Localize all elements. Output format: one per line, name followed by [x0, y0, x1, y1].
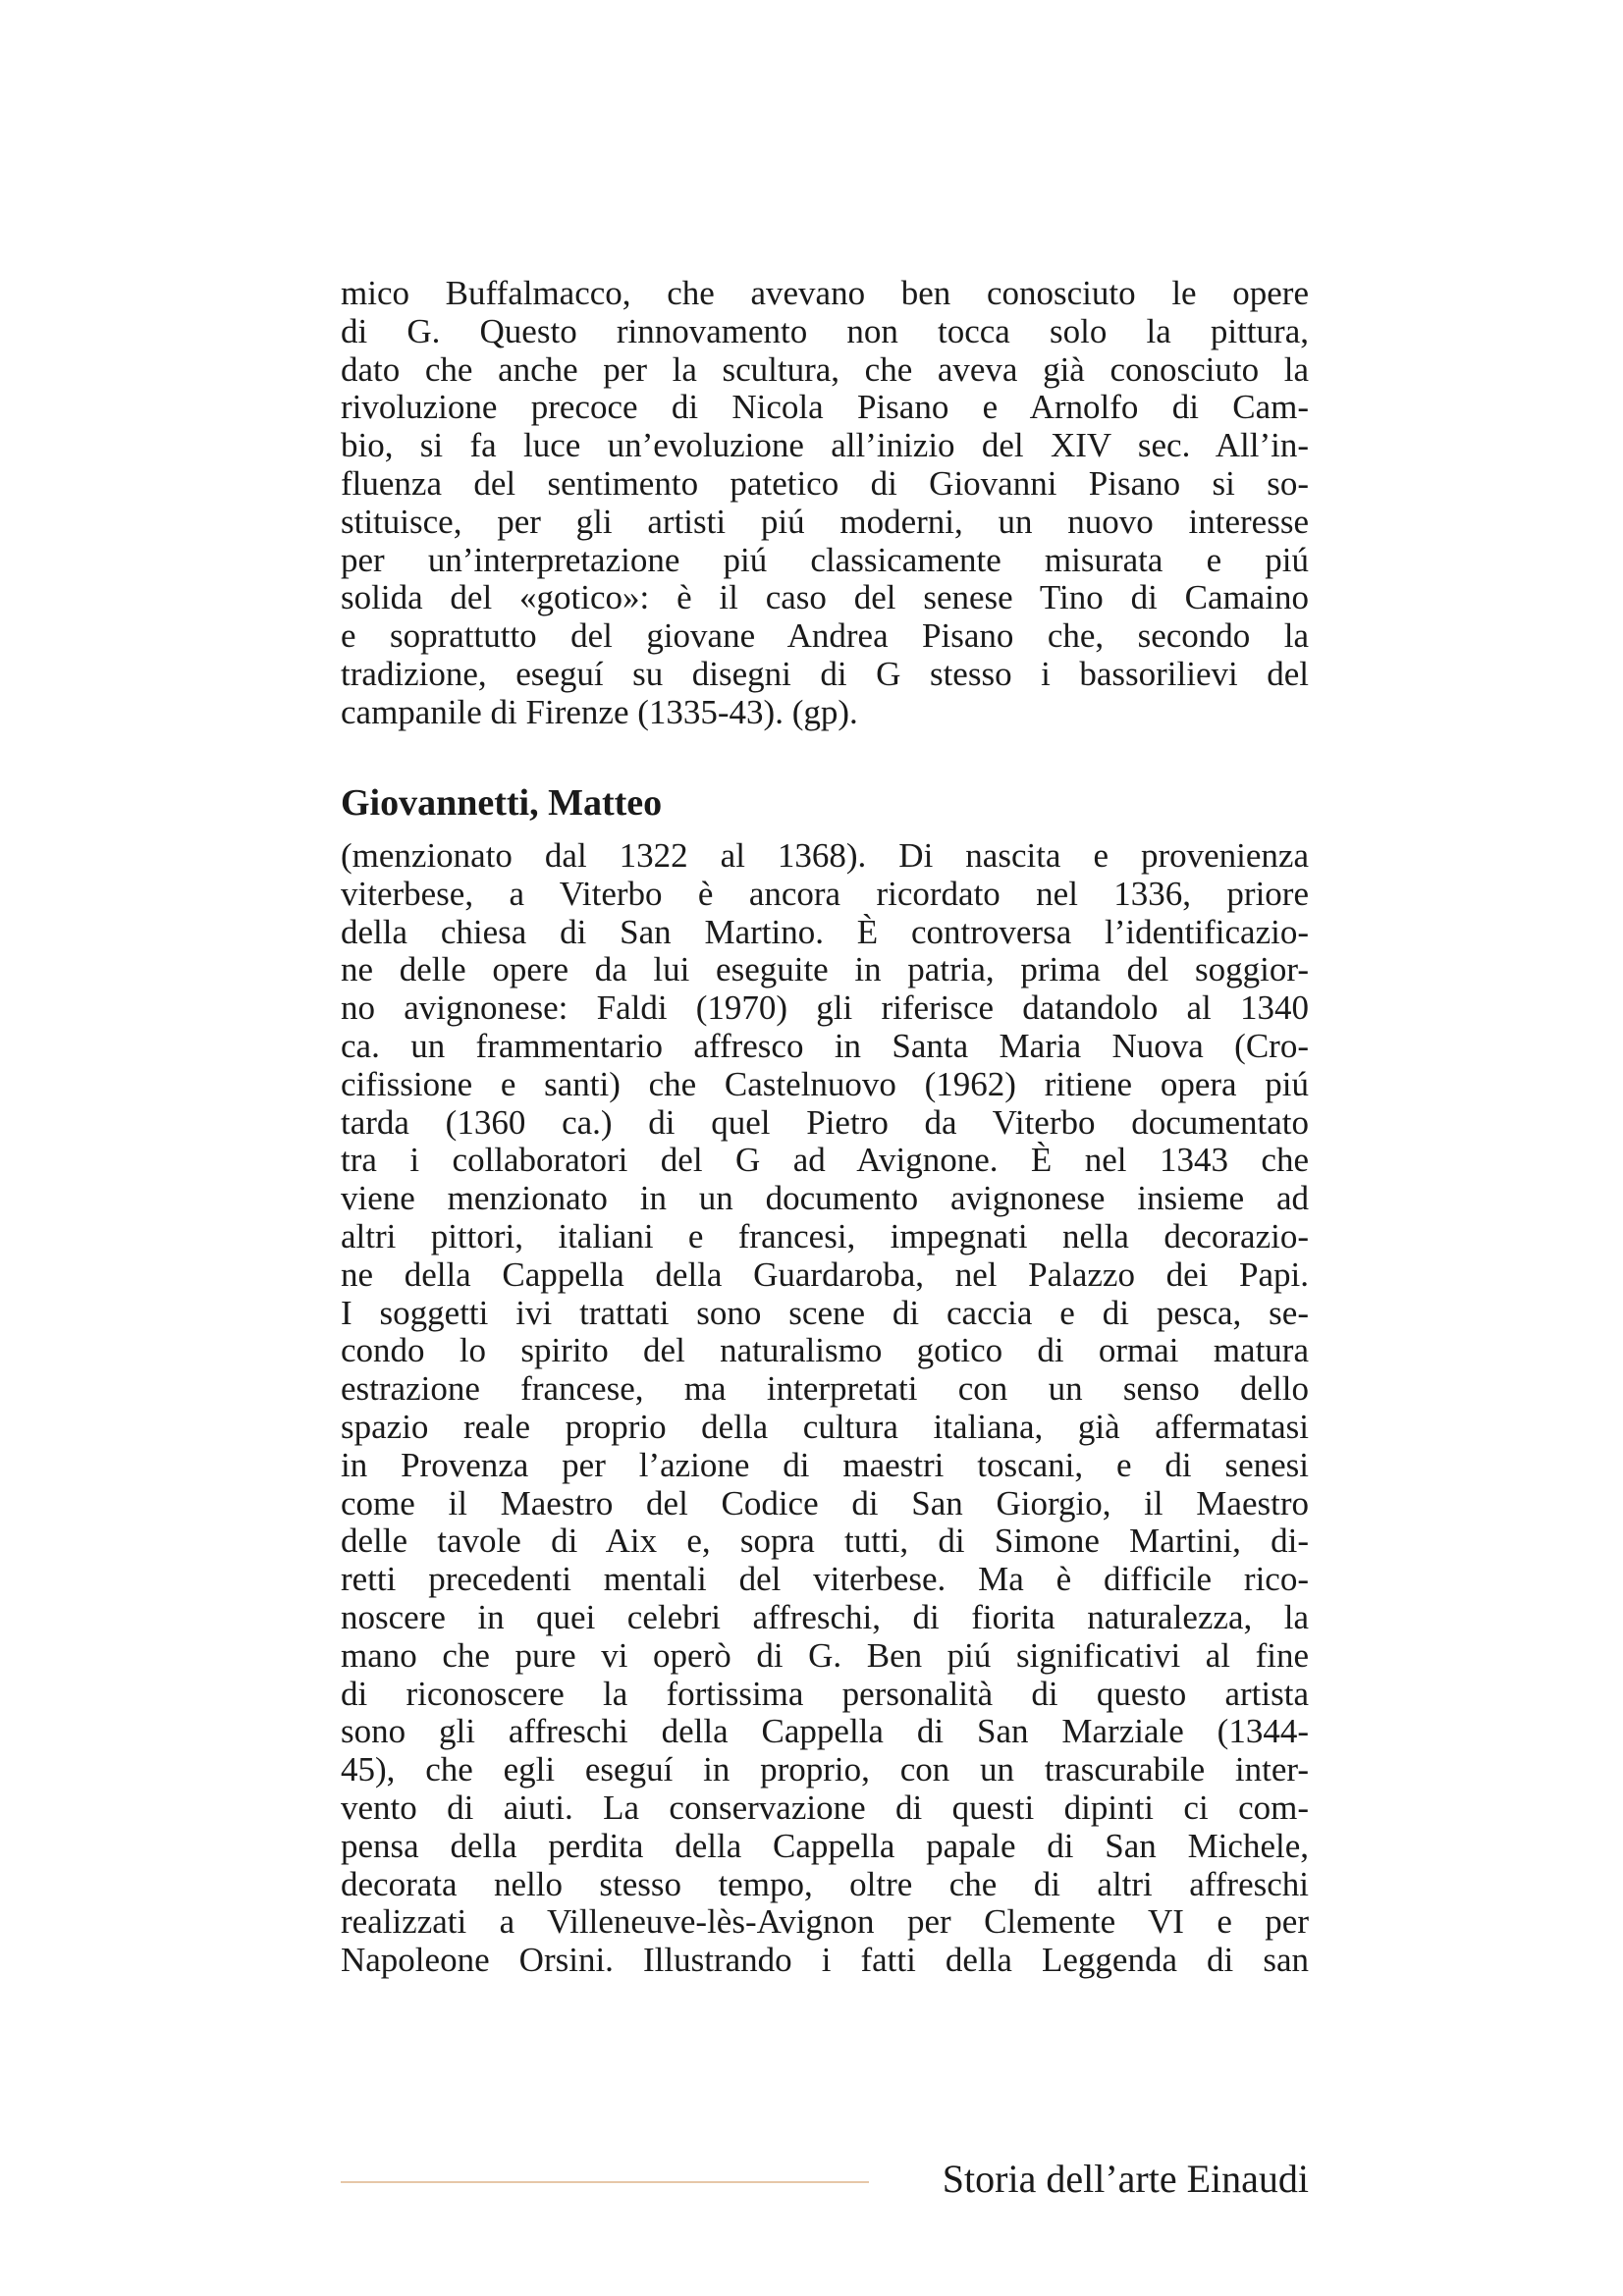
text-line: ca. un frammentario affresco in Santa Maria Nuova (Cro-	[341, 1026, 1309, 1065]
text-line: mico Buffalmacco, che avevano ben conosciuto le opere	[341, 274, 1309, 312]
text-line: no avignonese: Faldi (1970) gli riferisce datandolo al 1340	[341, 988, 1309, 1028]
text-line: della chiesa di San Martino. È controversa l’identificazio-	[341, 912, 1309, 951]
text-line: cifissione e santi) che Castelnuovo (1962) ritiene opera piú	[341, 1064, 1309, 1103]
text-line: (menzionato dal 1322 al 1368). Di nascita e provenienza	[341, 836, 1309, 875]
text-line: come il Maestro del Codice di San Giorgio, il Maestro	[341, 1483, 1309, 1522]
text-line: ne delle opere da lui eseguite in patria, prima del soggior-	[341, 950, 1309, 989]
text-line: tradizione, eseguí su disegni di G stesso i bassorilievi del	[341, 654, 1309, 693]
text-line: solida del «gotico»: è il caso del senese Tino di Camaino	[341, 578, 1309, 617]
text-line: mano che pure vi operò di G. Ben piú significativi al fine	[341, 1635, 1309, 1675]
text-line: condo lo spirito del naturalismo gotico di ormai matura	[341, 1331, 1309, 1370]
footer-publication-title: Storia dell’arte Einaudi	[942, 2157, 1309, 2201]
text-line: spazio reale proprio della cultura italiana, già affermatasi	[341, 1407, 1309, 1446]
text-line: sono gli affreschi della Cappella di San Marziale (1344-	[341, 1712, 1309, 1751]
text-line: decorata nello stesso tempo, oltre che di altri affreschi	[341, 1864, 1309, 1903]
text-line: I soggetti ivi trattati sono scene di caccia e di pesca, se-	[341, 1293, 1309, 1332]
text-line: stituisce, per gli artisti piú moderni, un nuovo interesse	[341, 502, 1309, 541]
text-line: dato che anche per la scultura, che aveva già conosciuto la	[341, 349, 1309, 389]
text-line: estrazione francese, ma interpretati con un senso dello	[341, 1369, 1309, 1409]
text-line: in Provenza per l’azione di maestri toscani, e di senesi	[341, 1445, 1309, 1484]
text-line: noscere in quei celebri affreschi, di fiorita naturalezza, la	[341, 1597, 1309, 1636]
entry-body	[341, 837, 1309, 1980]
text-line: bio, si fa luce un’evoluzione all’inizio del XIV sec. All’in-	[341, 426, 1309, 465]
text-line: viterbese, a Viterbo è ancora ricordato nel 1336, priore	[341, 874, 1309, 913]
text-line: pensa della perdita della Cappella papale di San Michele,	[341, 1826, 1309, 1865]
text-line: ne della Cappella della Guardaroba, nel Palazzo dei Papi.	[341, 1255, 1309, 1294]
text-line: realizzati a Villeneuve-lès-Avignon per Clemente VI e per	[341, 1902, 1309, 1942]
text-line: rivoluzione precoce di Nicola Pisano e Arnolfo di Cam-	[341, 388, 1309, 427]
footer-rule	[341, 2181, 869, 2183]
text-line: Napoleone Orsini. Illustrando i fatti della Leggenda di san	[341, 1941, 1309, 1980]
text-line: altri pittori, italiani e francesi, impegnati nella decorazio-	[341, 1216, 1309, 1255]
text-line: di riconoscere la fortissima personalità di questo artista	[341, 1674, 1309, 1713]
text-line: delle tavole di Aix e, sopra tutti, di Simone Martini, di-	[341, 1522, 1309, 1561]
text-line: per un’interpretazione piú classicamente misurata e piú	[341, 540, 1309, 579]
text-line: e soprattutto del giovane Andrea Pisano che, secondo la	[341, 616, 1309, 656]
text-line: fluenza del sentimento patetico di Giovanni Pisano si so-	[341, 463, 1309, 503]
text-line: di G. Questo rinnovamento non tocca solo la pittura,	[341, 311, 1309, 350]
text-line: campanile di Firenze (1335-43). (gp).	[341, 692, 858, 731]
text-line: tarda (1360 ca.) di quel Pietro da Viterbo documentato	[341, 1102, 1309, 1142]
entry-heading	[341, 780, 1309, 826]
text-line: 45), che egli eseguí in proprio, con un trascurabile inter-	[341, 1750, 1309, 1789]
text-line: tra i collaboratori del G ad Avignone. È nel 1343 che	[341, 1141, 1309, 1180]
text-line: retti precedenti mentali del viterbese. Ma è difficile rico-	[341, 1560, 1309, 1599]
paragraph-continuation	[341, 275, 1309, 732]
entry-title: Giovannetti, Matteo	[341, 782, 663, 824]
text-line: viene menzionato in un documento avignonese insieme ad	[341, 1179, 1309, 1218]
text-line: vento di aiuti. La conservazione di questi dipinti ci com-	[341, 1788, 1309, 1827]
